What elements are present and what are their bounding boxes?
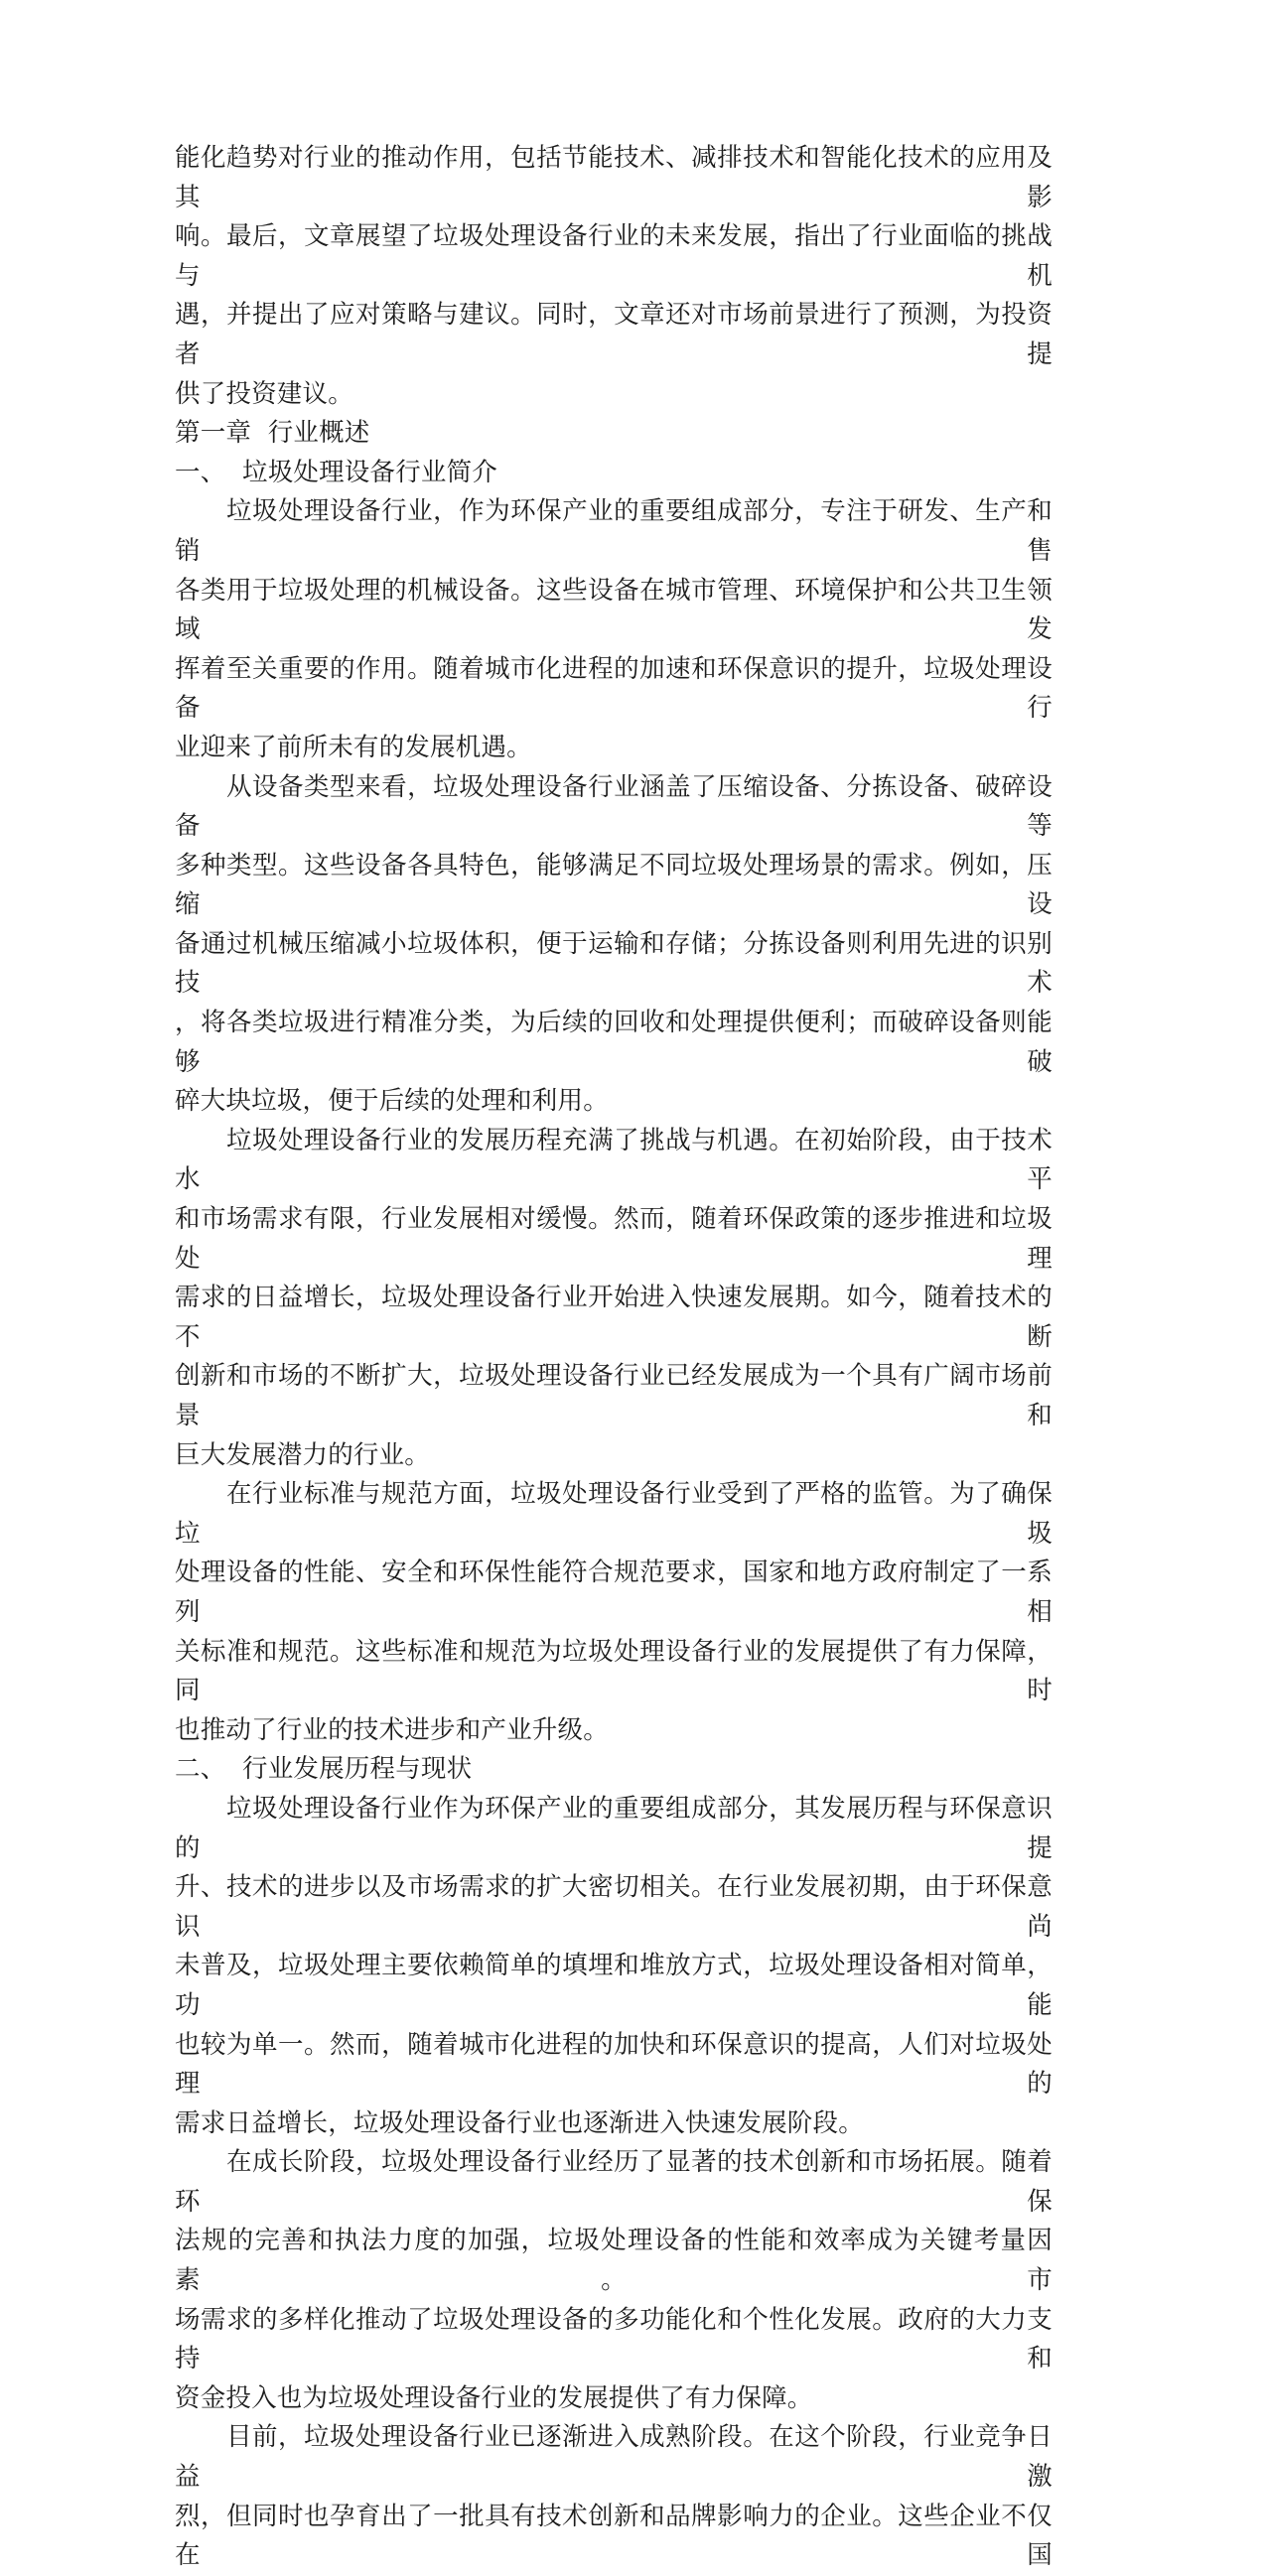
paragraph-line: 遇，并提出了应对策略与建议。同时，文章还对市场前景进行了预测，为投资者提: [175, 300, 1053, 369]
paragraph-line: 也较为单一。然而，随着城市化进程的加快和环保意识的提高，人们对垃圾处理的: [175, 2029, 1053, 2100]
paragraph-line: 烈，但同时也孕育出了一批具有技术创新和品牌影响力的企业。这些企业不仅在国: [175, 2501, 1053, 2571]
paragraph-line: 能化趋势对行业的推动作用，包括节能技术、减排技术和智能化技术的应用及其影: [175, 143, 1053, 212]
paragraph-line: 垃圾处理设备行业，作为环保产业的重要组成部分，专注于研发、生产和销售: [175, 496, 1053, 566]
paragraph-line: 升、技术的进步以及市场需求的扩大密切相关。在行业发展初期，由于环保意识尚: [175, 1872, 1053, 1942]
paragraph-line: 创新和市场的不断扩大，垃圾处理设备行业已经发展成为一个具有广阔市场前景和: [175, 1361, 1053, 1430]
paragraph-line: 巨大发展潜力的行业。: [175, 1439, 431, 1470]
paragraph-line: 未普及，垃圾处理主要依赖简单的填埋和堆放方式，垃圾处理设备相对简单，功能: [175, 1951, 1053, 2020]
section-heading: 一、 垃圾处理设备行业简介: [175, 457, 498, 487]
paragraph-line: 供了投资建议。: [175, 378, 353, 409]
paragraph-line: 目前，垃圾处理设备行业已逐渐进入成熟阶段。在这个阶段，行业竞争日益激: [175, 2422, 1053, 2493]
paragraph-line: 多种类型。这些设备各具特色，能够满足不同垃圾处理场景的需求。例如，压缩设: [175, 850, 1053, 920]
paragraph-line: 处理设备的性能、安全和环保性能符合规范要求，国家和地方政府制定了一系列相: [175, 1558, 1053, 1627]
paragraph-line: 各类用于垃圾处理的机械设备。这些设备在城市管理、环境保护和公共卫生领域发: [175, 575, 1053, 645]
paragraph-line: 在成长阶段，垃圾处理设备行业经历了显著的技术创新和市场拓展。随着环保: [175, 2147, 1053, 2217]
paragraph-line: 从设备类型来看，垃圾处理设备行业涵盖了压缩设备、分拣设备、破碎设备等: [175, 771, 1053, 842]
paragraph-line: 业迎来了前所未有的发展机遇。: [175, 732, 532, 762]
document-text-column: [175, 139, 1053, 2576]
paragraph-line: 挥着至关重要的作用。随着城市化进程的加速和环保意识的提升，垃圾处理设备行: [175, 653, 1053, 724]
paragraph-line: 备通过机械压缩减小垃圾体积，便于运输和存储；分拣设备则利用先进的识别技术: [175, 928, 1053, 999]
paragraph-line: 需求日益增长，垃圾处理设备行业也逐渐进入快速发展阶段。: [175, 2107, 864, 2138]
paragraph-line: 响。最后，文章展望了垃圾处理设备行业的未来发展，指出了行业面临的挑战与机: [175, 221, 1053, 291]
section-heading: 二、 行业发展历程与现状: [175, 1754, 473, 1785]
paragraph-line: 垃圾处理设备行业的发展历程充满了挑战与机遇。在初始阶段，由于技术水平: [175, 1125, 1053, 1195]
paragraph-line: 资金投入也为垃圾处理设备行业的发展提供了有力保障。: [175, 2382, 813, 2413]
chapter-heading: 第一章 行业概述: [175, 418, 370, 449]
paragraph-line: ，将各类垃圾进行精准分类，为后续的回收和处理提供便利；而破碎设备则能够破: [175, 1008, 1053, 1077]
paragraph-line: 和市场需求有限，行业发展相对缓慢。然而，随着环保政策的逐步推进和垃圾处理: [175, 1204, 1053, 1274]
paragraph-line: 需求的日益增长，垃圾处理设备行业开始进入快速发展期。如今，随着技术的不断: [175, 1283, 1053, 1352]
paragraph-line: 场需求的多样化推动了垃圾处理设备的多功能化和个性化发展。政府的大力支持和: [175, 2304, 1053, 2374]
paragraph-line: 垃圾处理设备行业作为环保产业的重要组成部分，其发展历程与环保意识的提: [175, 1793, 1053, 1863]
paragraph-line: 在行业标准与规范方面，垃圾处理设备行业受到了严格的监管。为了确保垃圾: [175, 1479, 1053, 1549]
paragraph-line: 碎大块垃圾，便于后续的处理和利用。: [175, 1086, 609, 1117]
paragraph-line: 关标准和规范。这些标准和规范为垃圾处理设备行业的发展提供了有力保障，同时: [175, 1636, 1053, 1706]
paragraph-line: 也推动了行业的技术进步和产业升级。: [175, 1714, 609, 1745]
paragraph-line: 法规的完善和执法力度的加强，垃圾处理设备的性能和效率成为关键考量因素。市: [175, 2226, 1053, 2296]
